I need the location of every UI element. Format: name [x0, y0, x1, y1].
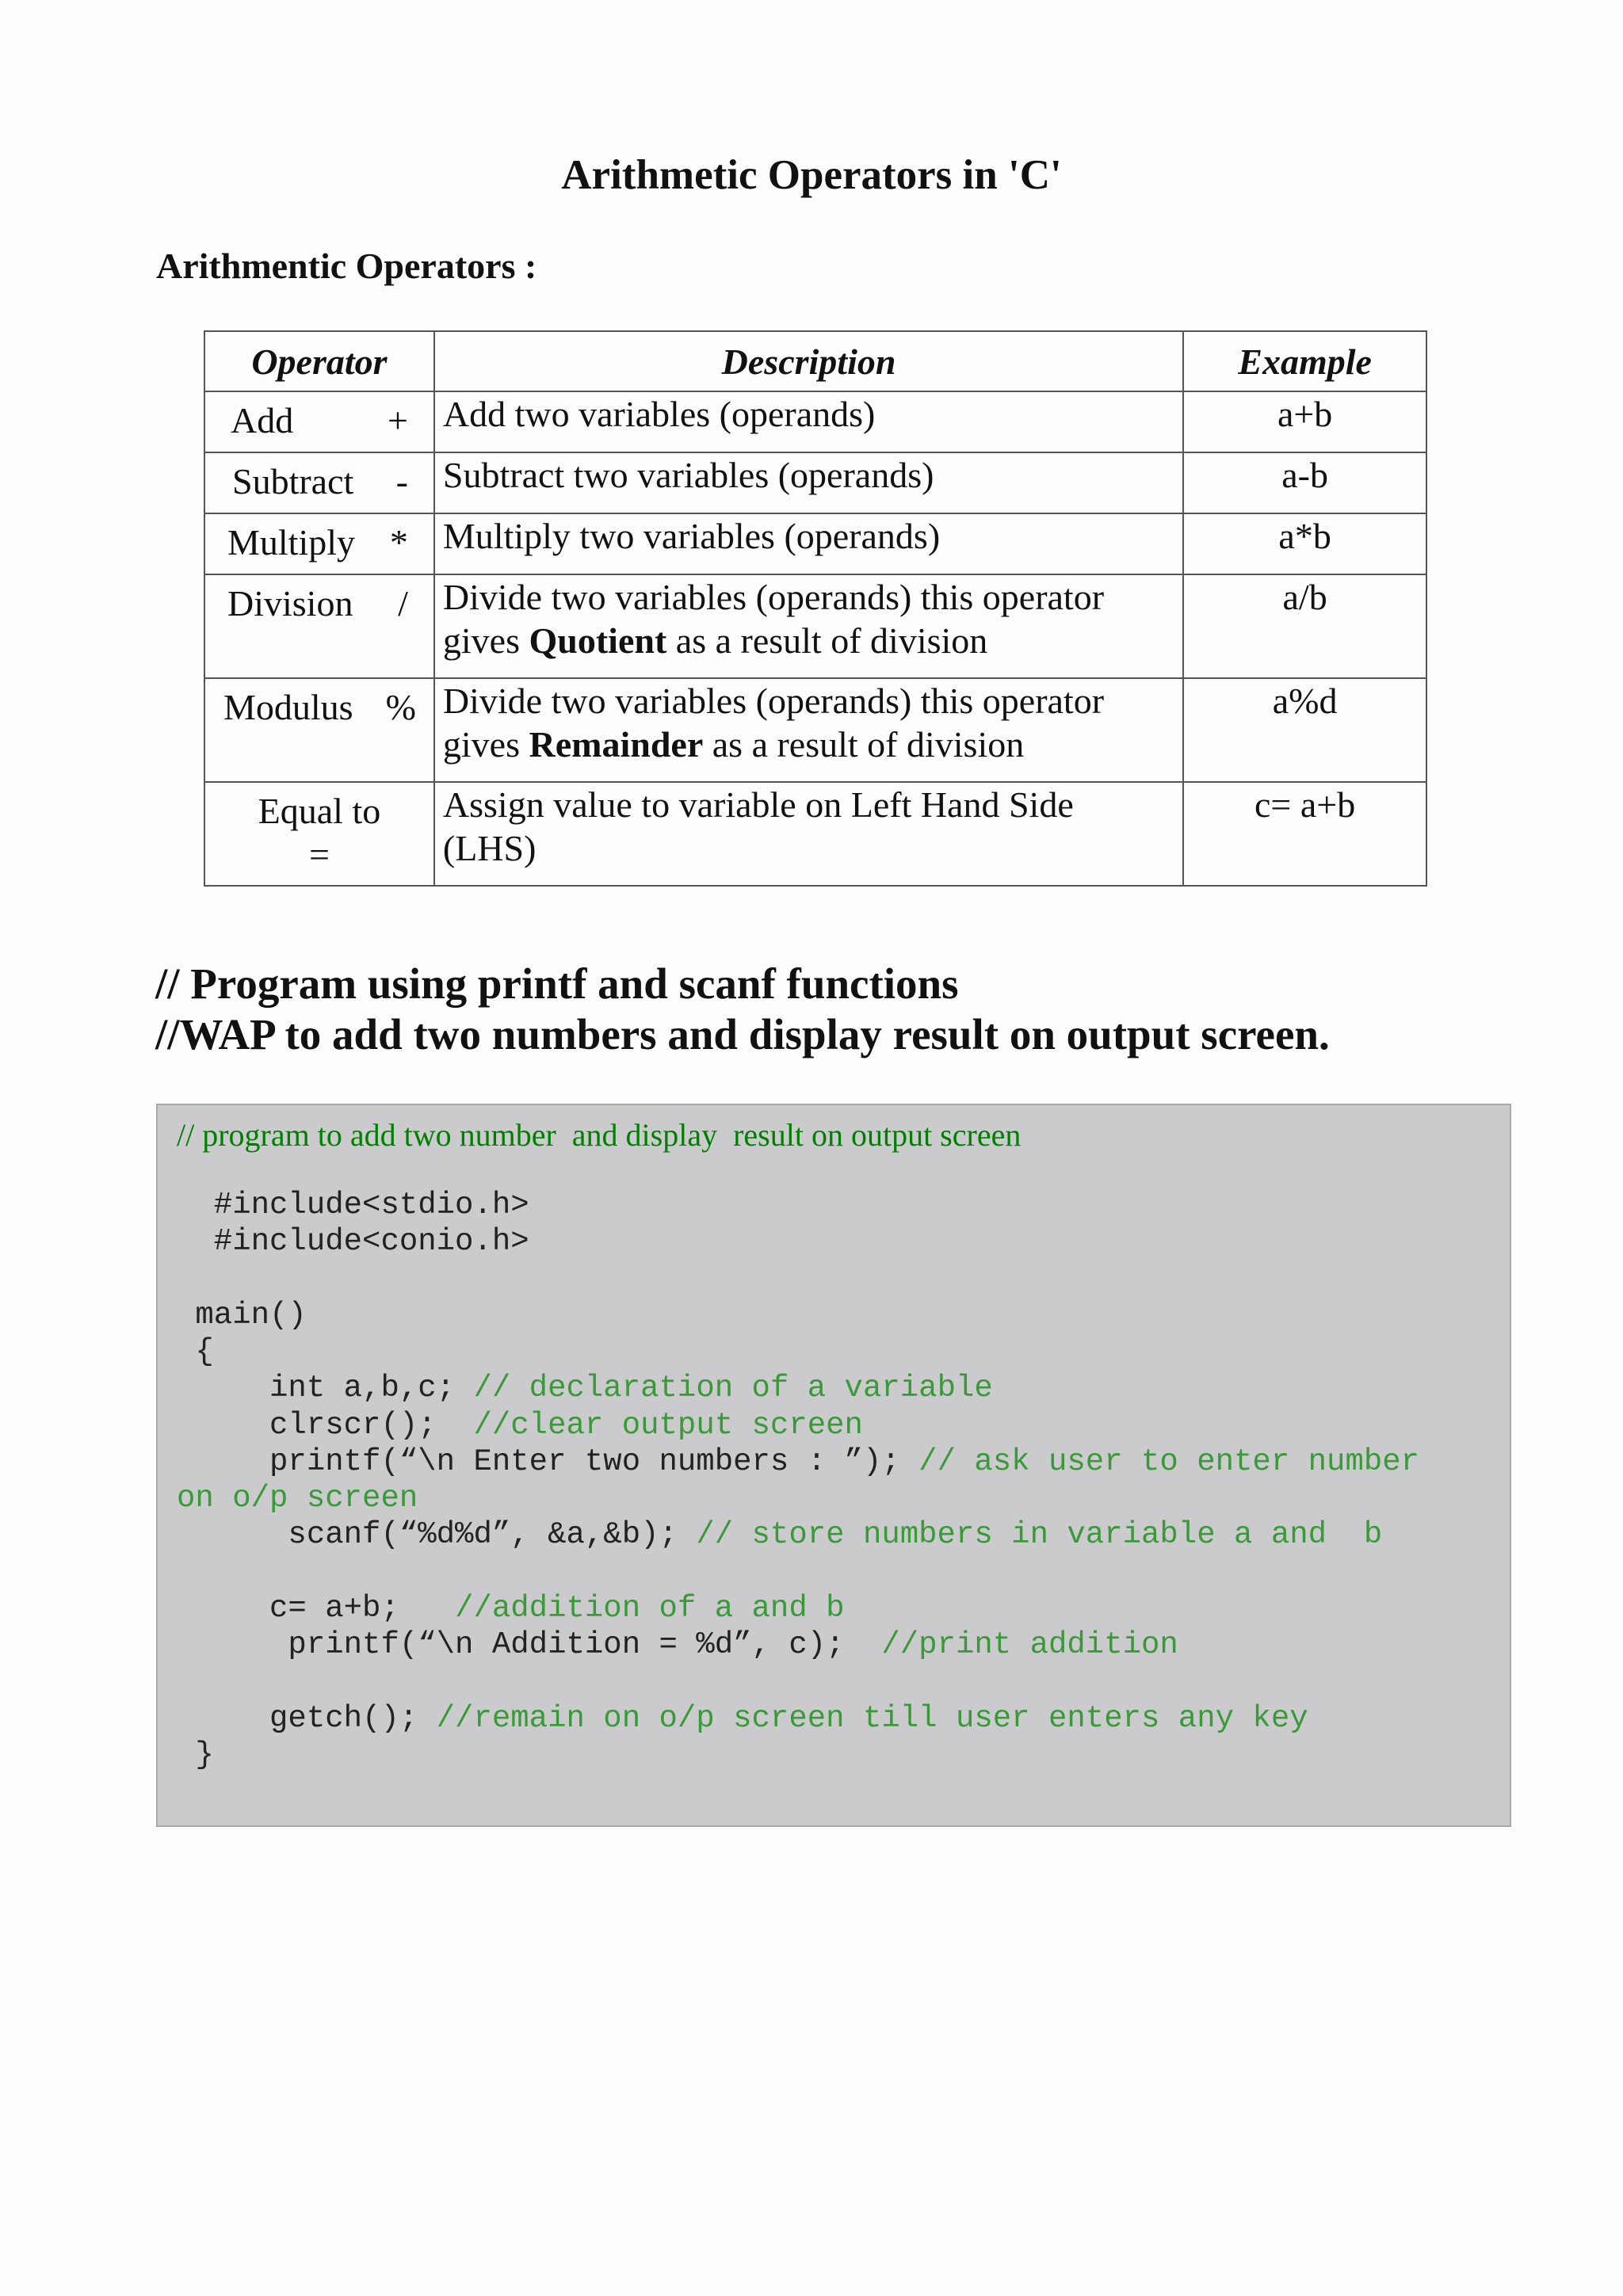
code-comment: // store numbers in variable a and b [696, 1517, 1383, 1552]
description-cell: Assign value to variable on Left Hand Side (LHS) [434, 782, 1183, 886]
code-text: main() [177, 1298, 307, 1333]
code-line [177, 1298, 307, 1333]
header-operator: Operator [204, 331, 434, 391]
description-cell: Multiply two variables (operands) [434, 513, 1183, 574]
code-comment: //remain on o/p screen till user enters any key [436, 1701, 1308, 1736]
code-line [177, 1591, 845, 1626]
description-cell: Divide two variables (operands) this operator gives Quotient as a result of division [434, 574, 1183, 678]
code-block [156, 1104, 1511, 1827]
code-comment: on o/p screen [177, 1481, 418, 1516]
example-cell: a*b [1183, 513, 1426, 574]
operator-symbol: = [308, 834, 330, 875]
example-cell: a/b [1183, 574, 1426, 678]
operator-cell [204, 574, 434, 678]
code-text: #include<stdio.h> [177, 1188, 529, 1222]
description-cell: Subtract two variables (operands) [434, 452, 1183, 513]
operator-symbol: - [395, 461, 408, 502]
operator-symbol: / [398, 583, 408, 624]
code-text: #include<conio.h> [177, 1224, 529, 1259]
operators-table [204, 330, 1427, 887]
example-cell: a+b [1183, 391, 1426, 452]
program-heading [155, 959, 1330, 1060]
code-line [177, 1627, 1178, 1662]
section-heading: Arithmentic Operators : [156, 246, 537, 286]
table-header-row [204, 331, 1426, 391]
code-line [177, 1408, 863, 1443]
header-example: Example [1183, 331, 1426, 391]
code-line [177, 1224, 529, 1259]
operator-cell [204, 782, 434, 886]
code-header-comment: // program to add two number and display result on output screen [177, 1117, 1022, 1153]
code-line [177, 1371, 993, 1405]
header-description: Description [434, 331, 1183, 391]
code-comment: //print addition [881, 1627, 1178, 1662]
code-text: { [177, 1334, 214, 1369]
operator-symbol: * [389, 522, 408, 563]
operator-name: Multiply [227, 522, 356, 563]
code-line [177, 1334, 214, 1369]
operator-cell [204, 513, 434, 574]
operator-cell [204, 452, 434, 513]
example-cell: a-b [1183, 452, 1426, 513]
table-row [204, 782, 1426, 886]
code-comment: //clear output screen [473, 1408, 863, 1443]
operator-name: Equal to [258, 791, 381, 831]
example-cell: c= a+b [1183, 782, 1426, 886]
code-comment: //addition of a and b [455, 1591, 845, 1626]
code-text: printf(“\n Enter two numbers : ”); [177, 1444, 919, 1479]
table-row [204, 391, 1426, 452]
code-comment: // declaration of a variable [473, 1371, 993, 1405]
code-comment: // ask user to enter number [918, 1444, 1420, 1479]
operator-cell [204, 391, 434, 452]
table-row [204, 574, 1426, 678]
table-row [204, 452, 1426, 513]
code-text: printf(“\n Addition = %d”, c); [177, 1627, 882, 1662]
operator-cell [204, 678, 434, 782]
program-heading-line-1: // Program using printf and scanf functions [155, 959, 959, 1008]
code-line [177, 1444, 1419, 1479]
description-cell: Divide two variables (operands) this operator gives Remainder as a result of division [434, 678, 1183, 782]
table-row [204, 678, 1426, 782]
example-cell: a%d [1183, 678, 1426, 782]
table-row [204, 513, 1426, 574]
code-line [177, 1737, 214, 1772]
code-line [177, 1517, 1382, 1552]
code-text: scanf(“%d%d”, &a,&b); [177, 1517, 697, 1552]
code-text: } [177, 1737, 214, 1772]
code-text: int a,b,c; [177, 1371, 474, 1405]
code-text: c= a+b; [177, 1591, 456, 1626]
code-line [177, 1481, 418, 1516]
page-title: Arithmetic Operators in 'C' [561, 152, 1062, 198]
code-text: clrscr(); [177, 1408, 474, 1443]
operator-symbol: % [385, 687, 416, 727]
operator-name: Add [231, 400, 294, 441]
code-line [177, 1701, 1308, 1736]
program-heading-line-2: //WAP to add two numbers and display result on output screen. [155, 1010, 1330, 1058]
code-line [177, 1188, 529, 1222]
code-text: getch(); [177, 1701, 437, 1736]
description-cell: Add two variables (operands) [434, 391, 1183, 452]
operator-name: Modulus [223, 687, 353, 727]
operator-symbol: + [387, 400, 408, 441]
operator-name: Subtract [232, 461, 354, 502]
operator-name: Division [227, 583, 353, 624]
